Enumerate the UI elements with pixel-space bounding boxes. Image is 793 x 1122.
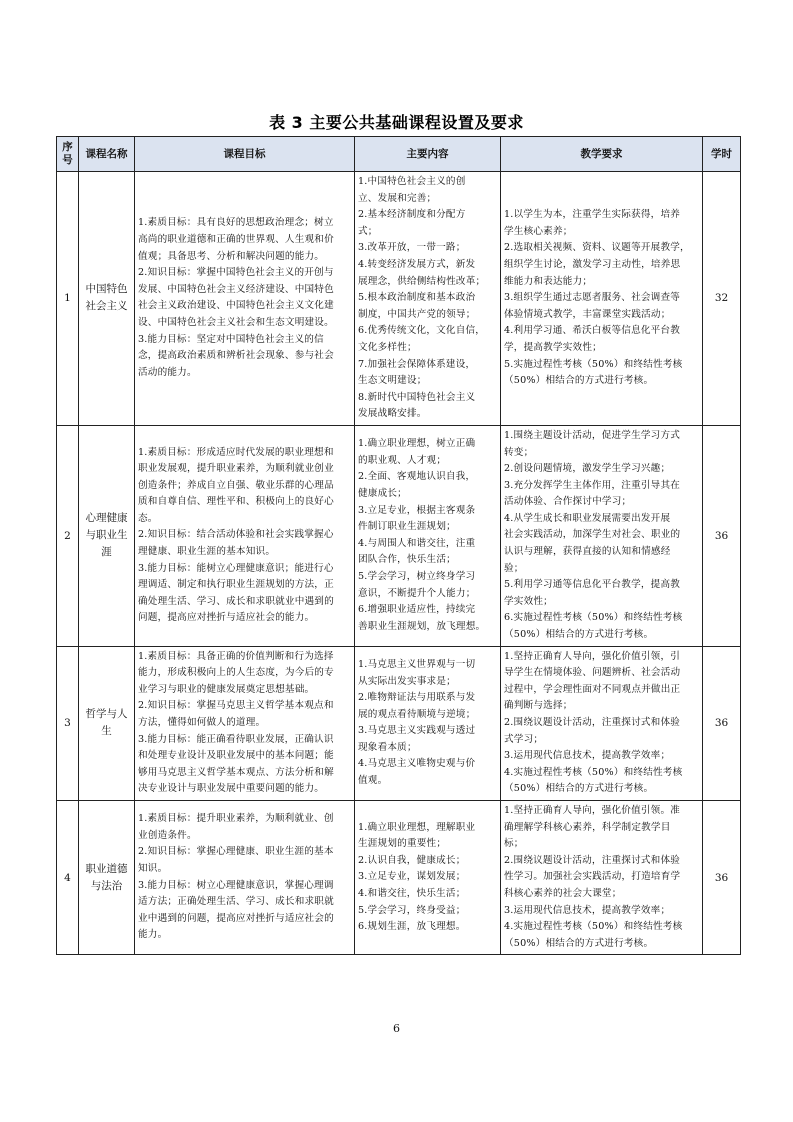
- teaching-requirements-line: 4.实施过程性考核（50%）和终结性考核: [504, 921, 683, 933]
- course-content-line: 3.立足专业，根据主客观条: [358, 504, 476, 516]
- course-content-line: 善职业生涯规划，放飞理想。: [358, 620, 486, 632]
- course-goals-line: 1.素质目标：提升职业素养，为顺利就业、创: [138, 813, 334, 825]
- course-content-line: 展理念，供给侧结构性改革；: [358, 275, 486, 287]
- course-content-line: 健康成长；: [358, 487, 407, 499]
- teaching-requirements-line: （50%）相结合的方式进行考核。: [504, 937, 654, 949]
- course-goals-line: 业中遇到的问题，提高应对挫折与适应社会的: [138, 912, 334, 924]
- course-goals-line: 创造条件；养成自立自强、敬业乐群的心理品: [138, 479, 334, 491]
- teaching-requirements-line: 6.实施过程性考核（50%）和终结性考核: [504, 612, 683, 624]
- teaching-requirements-line: 4.利用学习通、希沃白板等信息化平台教: [504, 325, 681, 337]
- course-goals-line: 问题，提高应对挫折与适应社会的能力。: [138, 612, 315, 624]
- course-content-line: 5.根本政治制度和基本政治: [358, 292, 476, 304]
- course-content-line: 4.与周围人和谐交往，注重: [358, 537, 476, 549]
- course-content: [355, 800, 501, 954]
- course-goals-line: 2.知识目标：掌握中国特色社会主义的开创与: [138, 267, 334, 279]
- table-header-row: [57, 137, 741, 172]
- table-title: 表 3 主要公共基础课程设置及要求: [269, 113, 524, 132]
- teaching-requirements: [501, 172, 703, 426]
- row-index: 4: [57, 800, 79, 954]
- course-content-line: 从实际出发实事求是；: [358, 675, 456, 687]
- teaching-requirements-line: 4.从学生成长和职业发展需要出发开展: [504, 512, 671, 524]
- header-index: 序号: [57, 137, 79, 172]
- course-goals-line: 业学习与职业的健康发展奠定思想基础。: [138, 683, 315, 695]
- course-goals-line: 适方法；正确处理生活、学习、成长和求职就: [138, 896, 334, 908]
- teaching-requirements-line: 5.实施过程性考核（50%）和终结性考核: [504, 358, 683, 370]
- course-goals-line: 能力。: [138, 929, 168, 941]
- header-name: 课程名称: [79, 137, 135, 172]
- page-number: 6: [393, 1022, 400, 1035]
- course-content-line: 3.改革开放，一带一路；: [358, 242, 466, 254]
- teaching-requirements-line: 2.围绕议题设计活动，注重探讨式和体验: [504, 854, 681, 866]
- row-index: 1: [57, 172, 79, 426]
- course-goals-line: 社会主义政治建设、中国特色社会主义文化建: [138, 300, 334, 312]
- course-content-line: 2.认识自我，健康成长；: [358, 854, 466, 866]
- teaching-requirements-line: 标；: [504, 838, 524, 850]
- course-goals: [135, 425, 355, 646]
- header-hours: 学时: [703, 137, 741, 172]
- course-goals-line: 决专业设计与职业发展中重要问题的能力。: [138, 783, 325, 795]
- course-content-line: 6.增强职业适应性，持续完: [358, 604, 476, 616]
- teaching-requirements: [501, 425, 703, 646]
- course-content-line: 7.加强社会保障体系建设，: [358, 358, 476, 370]
- teaching-requirements-line: 1.以学生为本，注重学生实际获得，培养: [504, 209, 681, 221]
- course-name: 职业道德与法治: [79, 800, 135, 954]
- course-goals-line: 2.知识目标：掌握马克思主义哲学基本观点和: [138, 700, 334, 712]
- header-teaching: 教学要求: [501, 137, 703, 172]
- teaching-requirements-line: 过程中，学会理性面对不同观点并做出正: [504, 683, 681, 695]
- teaching-requirements-line: 式学习；: [504, 733, 544, 745]
- course-goals-line: 发展、中国特色社会主义经济建设、中国特色: [138, 283, 334, 295]
- teaching-requirements-line: 学，提高教学实效性；: [504, 341, 602, 353]
- course-goals-line: 念，提高政治素质和辨析社会现象、参与社会: [138, 350, 334, 362]
- teaching-requirements-line: 3.充分发挥学生主体作用，注重引导其在: [504, 479, 681, 491]
- teaching-requirements-line: 1.围绕主题设计活动，促进学生学习方式: [504, 429, 681, 441]
- teaching-requirements-line: 确理解学科核心素养，科学制定教学目: [504, 821, 671, 833]
- teaching-requirements: [501, 800, 703, 954]
- course-content-line: 值观。: [358, 775, 388, 787]
- course-goals-line: 值观；具备思考、分析和解决问题的能力。: [138, 250, 325, 262]
- course-goals-line: 2.知识目标：结合活动体验和社会实践掌握心: [138, 529, 334, 541]
- course-content-line: 的职业观、人才观；: [358, 454, 447, 466]
- teaching-requirements-line: 体验情境式教学，丰富课堂实践活动；: [504, 308, 671, 320]
- teaching-requirements-line: 2.围绕议题设计活动，注重探讨式和体验: [504, 717, 681, 728]
- row-index: 3: [57, 646, 79, 800]
- teaching-requirements-line: 学生核心素养；: [504, 225, 573, 237]
- course-content-line: 5.学会学习，终身受益；: [358, 904, 466, 916]
- course-content: [355, 172, 501, 426]
- course-content-line: 4.转变经济发展方式，新发: [358, 258, 476, 270]
- course-goals: [135, 172, 355, 426]
- course-content-line: 发展战略安排。: [358, 408, 427, 420]
- course-content-line: 3.马克思主义实践观与透过: [358, 725, 476, 737]
- course-content-line: 2.基本经济制度和分配方: [358, 209, 466, 221]
- teaching-requirements-line: 5.利用学习通等信息化平台教学，提高教: [504, 579, 681, 591]
- course-goals: [135, 646, 355, 800]
- table-row: [57, 172, 741, 426]
- course-content-line: 8.新时代中国特色社会主义: [358, 391, 476, 403]
- course-name: 中国特色社会主义: [79, 172, 135, 426]
- teaching-requirements-line: 2.创设问题情境，激发学生学习兴趣；: [504, 463, 671, 475]
- table-row: [57, 646, 741, 800]
- teaching-requirements-line: 社会实践活动，加深学生对社会、职业的: [504, 529, 681, 541]
- teaching-requirements-line: 确判断与选择；: [504, 700, 573, 712]
- course-goals-line: 1.素质目标：具备正确的价值判断和行为选择: [138, 650, 334, 662]
- course-content-line: 件制订职业生涯规划；: [358, 521, 456, 533]
- course-content-line: 5.学会学习，树立终身学习: [358, 570, 476, 582]
- course-name: 心理健康与职业生涯: [79, 425, 135, 646]
- course-content: [355, 425, 501, 646]
- course-goals-line: 能力，形成积极向上的人生态度，为今后的专: [138, 667, 334, 679]
- course-content-line: 展的观点看待顺境与逆境；: [358, 708, 476, 720]
- row-index: 2: [57, 425, 79, 646]
- teaching-requirements-line: （50%）相结合的方式进行考核。: [504, 629, 654, 641]
- course-content-line: 制度，中国共产党的领导；: [358, 308, 476, 320]
- table-row: [57, 800, 741, 954]
- teaching-requirements-line: 验；: [504, 562, 524, 574]
- course-goals-line: 确处理生活、学习、成长和求职就业中遇到的: [138, 595, 334, 607]
- course-goals-line: 3.能力目标：树立心理健康意识，掌握心理调: [138, 879, 334, 891]
- course-goals-line: 质和自尊自信、理性平和、积极向上的良好心: [138, 496, 334, 508]
- header-content: 主要内容: [355, 137, 501, 172]
- course-content-line: 2.全面、客观地认识自我，: [358, 471, 476, 483]
- course-content-line: 生态文明建设；: [358, 375, 427, 387]
- course-goals-line: 知识。: [138, 863, 168, 875]
- teaching-requirements-line: 科核心素养的社会大课堂；: [504, 887, 622, 899]
- course-content-line: 3.立足专业，谋划发展；: [358, 871, 466, 883]
- course-hours: 36: [703, 425, 741, 646]
- teaching-requirements-line: 1.坚持正确育人导向，强化价值引领。准: [504, 804, 681, 816]
- teaching-requirements-line: 认识与理解，获得直接的认知和情感经: [504, 546, 671, 558]
- course-goals-line: 业创造条件。: [138, 829, 197, 841]
- course-hours: 32: [703, 172, 741, 426]
- course-content-line: 1.确立职业理想，理解职业: [358, 821, 476, 833]
- course-goals-line: 2.知识目标：掌握心理健康、职业生涯的基本: [138, 846, 334, 858]
- course-content-line: 立、发展和完善；: [358, 192, 437, 204]
- teaching-requirements-line: 4.实施过程性考核（50%）和终结性考核: [504, 766, 683, 778]
- table-row: [57, 425, 741, 646]
- course-table: [56, 136, 741, 955]
- course-goals-line: 3.能力目标：能正确看待职业发展，正确认识: [138, 733, 334, 745]
- course-goals-line: 3.能力目标：坚定对中国特色社会主义的信: [138, 333, 324, 345]
- course-content-line: 6.优秀传统文化，文化自信，: [358, 325, 486, 337]
- course-goals-line: 理调适、制定和执行职业生涯规划的方法，正: [138, 579, 334, 591]
- teaching-requirements-line: （50%）相结合的方式进行考核。: [504, 783, 654, 795]
- course-goals-line: 高尚的职业道德和正确的世界观、人生观和价: [138, 234, 334, 246]
- teaching-requirements-line: 1.坚持正确育人导向，强化价值引领，引: [504, 650, 681, 662]
- course-goals: [135, 800, 355, 954]
- course-content-line: 1.马克思主义世界观与一切: [358, 658, 476, 670]
- teaching-requirements-line: （50%）相结合的方式进行考核。: [504, 375, 654, 387]
- teaching-requirements-line: 导学生在情境体验、问题辨析、社会活动: [504, 667, 681, 679]
- teaching-requirements: [501, 646, 703, 800]
- teaching-requirements-line: 2.选取相关视频、资料、议题等开展教学，: [504, 242, 690, 254]
- teaching-requirements-line: 性学习。加强社会实践活动，打造培育学: [504, 871, 681, 883]
- course-content-line: 1.确立职业理想，树立正确: [358, 438, 476, 450]
- teaching-requirements-line: 转变；: [504, 446, 534, 458]
- teaching-requirements-line: 维能力和表达能力；: [504, 275, 593, 287]
- course-goals-line: 和处理专业设计及职业发展中的基本问题；能: [138, 750, 334, 762]
- course-goals-line: 1.素质目标：具有良好的思想政治理念；树立: [138, 217, 334, 229]
- course-goals-line: 职业发展观，提升职业素养，为顺利就业创业: [138, 463, 334, 475]
- course-content-line: 1.中国特色社会主义的创: [358, 176, 466, 187]
- course-goals-line: 方法，懂得如何做人的道理。: [138, 717, 266, 728]
- course-content-line: 4.马克思主义唯物史观与价: [358, 758, 476, 770]
- course-content: [355, 646, 501, 800]
- course-content-line: 团队合作，快乐生活；: [358, 554, 456, 566]
- course-hours: 36: [703, 646, 741, 800]
- header-goals: 课程目标: [135, 137, 355, 172]
- teaching-requirements-line: 学实效性；: [504, 595, 553, 607]
- course-content-line: 6.规划生涯，放飞理想。: [358, 921, 466, 933]
- course-goals-line: 1.素质目标：形成适应时代发展的职业理想和: [138, 446, 334, 458]
- course-content-line: 生涯规划的重要性；: [358, 838, 447, 850]
- course-goals-line: 活动的能力。: [138, 366, 197, 378]
- course-name: 哲学与人生: [79, 646, 135, 800]
- course-content-line: 文化多样性；: [358, 341, 417, 353]
- teaching-requirements-line: 组织学生讨论，激发学习主动性，培养思: [504, 258, 681, 270]
- course-content-line: 4.和谐交往，快乐生活；: [358, 887, 466, 899]
- course-goals-line: 理健康、职业生涯的基本知识。: [138, 546, 276, 558]
- course-goals-line: 态。: [138, 512, 158, 524]
- course-content-line: 现象看本质；: [358, 741, 417, 753]
- teaching-requirements-line: 3.组织学生通过志愿者服务、社会调查等: [504, 292, 681, 304]
- course-content-line: 意识，不断提升个人能力；: [358, 587, 476, 599]
- course-hours: 36: [703, 800, 741, 954]
- course-goals-line: 3.能力目标：能树立心理健康意识；能进行心: [138, 562, 334, 574]
- course-goals-line: 设、中国特色社会主义社会和生态文明建设。: [138, 317, 334, 329]
- teaching-requirements-line: 3.运用现代信息技术，提高教学效率；: [504, 750, 671, 762]
- teaching-requirements-line: 活动体验、合作探讨中学习；: [504, 496, 632, 508]
- course-content-line: 式；: [358, 225, 378, 237]
- teaching-requirements-line: 3.运用现代信息技术，提高教学效率；: [504, 904, 671, 916]
- course-content-line: 2.唯物辩证法与用联系与发: [358, 692, 476, 704]
- course-goals-line: 够用马克思主义哲学基本观点、方法分析和解: [138, 766, 334, 778]
